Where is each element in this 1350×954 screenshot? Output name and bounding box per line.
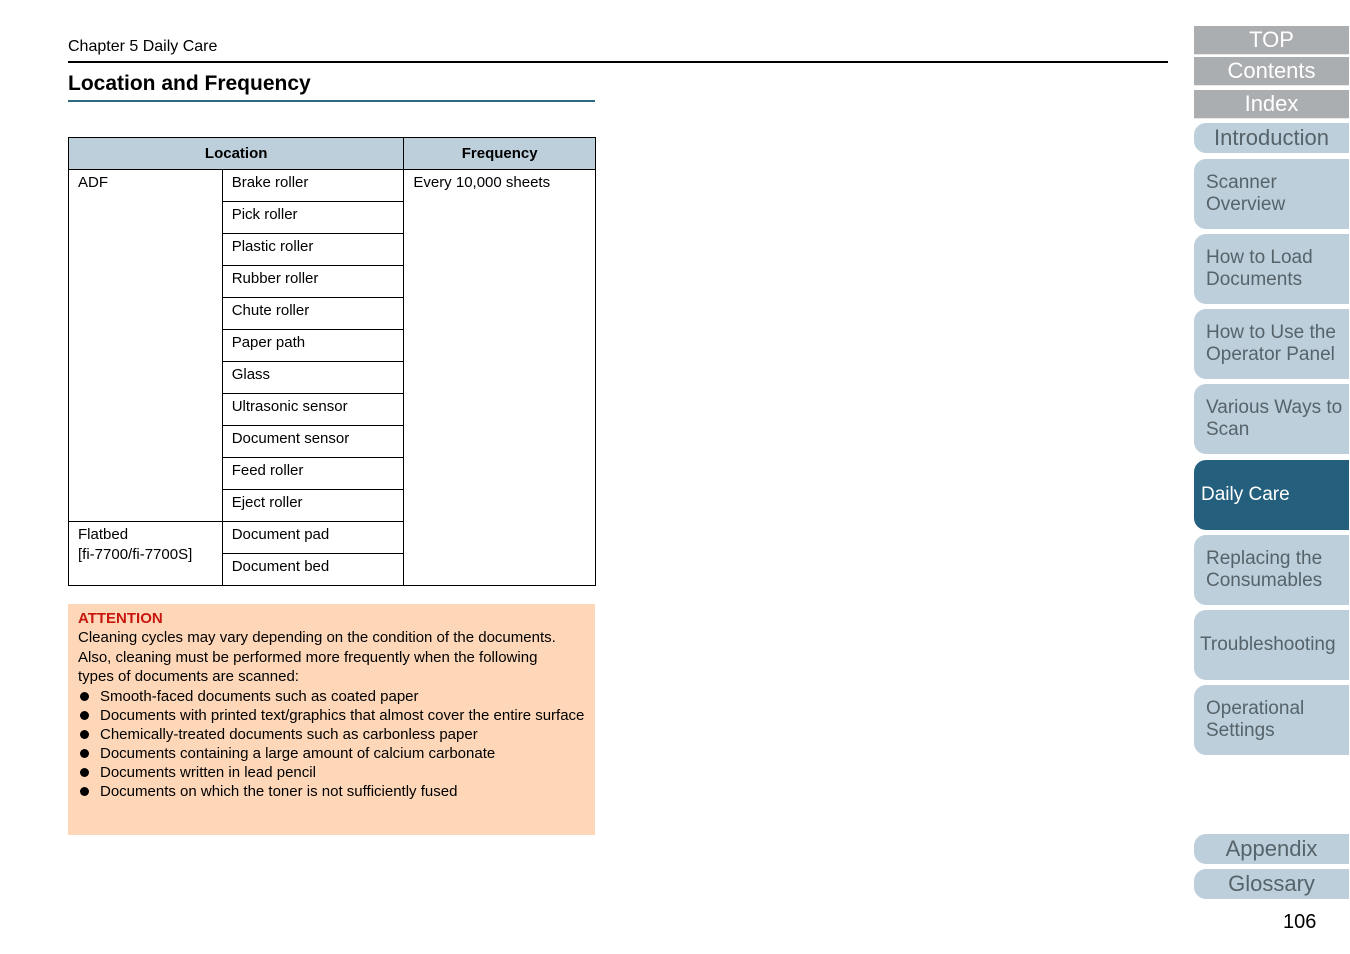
flatbed-models: [fi-7700/fi-7700S]	[78, 546, 193, 563]
list-item	[78, 706, 585, 725]
attention-line: Cleaning cycles may vary depending on the condition of the documents.	[78, 629, 556, 646]
nav-tab-load-documents[interactable]	[1194, 234, 1349, 304]
page-number: 106	[1283, 911, 1317, 933]
nav-tab-introduction[interactable]	[1194, 123, 1349, 153]
nav-tab-label: Overview	[1206, 194, 1286, 215]
table-row	[69, 170, 596, 202]
nav-tab-ways-to-scan[interactable]	[1194, 384, 1349, 454]
frequency-header: Frequency	[404, 138, 596, 170]
table-cell: Document sensor	[222, 426, 404, 458]
bullet-icon	[80, 692, 89, 701]
bullet-icon	[80, 730, 89, 739]
table-cell: Pick roller	[222, 202, 404, 234]
nav-tab-glossary[interactable]	[1194, 869, 1349, 899]
nav-tab-operational-settings[interactable]	[1194, 685, 1349, 755]
nav-tab-label: Settings	[1206, 720, 1275, 741]
nav-tab-appendix[interactable]	[1194, 834, 1349, 864]
table-cell: Document bed	[222, 554, 404, 586]
list-item	[78, 763, 585, 782]
nav-tab-label: Glossary	[1228, 871, 1315, 896]
bullet-icon	[80, 711, 89, 720]
nav-tab-label: Scanner	[1206, 172, 1277, 193]
attention-list	[78, 687, 585, 801]
list-item-text: Documents written in lead pencil	[100, 763, 316, 781]
nav-tab-label: Various Ways to	[1206, 397, 1343, 418]
table-cell: Chute roller	[222, 298, 404, 330]
nav-tab-label: Operator Panel	[1206, 344, 1335, 365]
list-item	[78, 744, 585, 763]
location-header: Location	[69, 138, 404, 170]
attention-box	[68, 604, 595, 835]
table-cell: Paper path	[222, 330, 404, 362]
bullet-icon	[80, 749, 89, 758]
table-cell: Glass	[222, 362, 404, 394]
nav-tab-operator-panel[interactable]	[1194, 309, 1349, 379]
list-item-text: Documents on which the toner is not sufficiently fused	[100, 782, 458, 800]
page-title: Location and Frequency	[68, 72, 311, 95]
nav-tab-label: Appendix	[1225, 836, 1318, 861]
table-header-row	[69, 138, 596, 170]
nav-tab-label: How to Load	[1206, 247, 1313, 268]
bullet-icon	[80, 768, 89, 777]
bullet-icon	[80, 787, 89, 796]
list-item-text: Smooth-faced documents such as coated paper	[100, 687, 419, 705]
list-item	[78, 782, 585, 801]
nav-tab-consumables[interactable]	[1194, 535, 1349, 605]
attention-heading: ATTENTION	[78, 610, 163, 627]
title-underline	[68, 100, 595, 102]
location-adf: ADF	[69, 170, 223, 522]
nav-tab-label: Consumables	[1206, 570, 1323, 591]
flatbed-label: Flatbed	[78, 526, 129, 543]
cleaning-table	[68, 137, 596, 586]
nav-tab-label: Documents	[1206, 269, 1303, 290]
table-cell: Eject roller	[222, 490, 404, 522]
nav-tab-troubleshooting[interactable]	[1194, 610, 1349, 680]
table-cell: Ultrasonic sensor	[222, 394, 404, 426]
table-cell: Brake roller	[222, 170, 404, 202]
nav-tab-label: Scan	[1206, 419, 1250, 440]
list-item	[78, 725, 585, 744]
table-cell: Feed roller	[222, 458, 404, 490]
table-cell: Plastic roller	[222, 234, 404, 266]
list-item-text: Documents with printed text/graphics that almost cover the entire surface	[100, 706, 585, 724]
header-rule	[68, 61, 1168, 63]
nav-index-button[interactable]: Index	[1194, 90, 1349, 119]
frequency-value: Every 10,000 sheets	[404, 170, 596, 586]
attention-line: Also, cleaning must be performed more frequently when the following	[78, 648, 538, 666]
nav-tab-label: Troubleshooting	[1200, 634, 1336, 655]
nav-contents-button[interactable]: Contents	[1194, 57, 1349, 86]
list-item-text: Chemically-treated documents such as carbonless paper	[100, 725, 478, 743]
attention-line: types of documents are scanned:	[78, 668, 299, 685]
nav-tab-daily-care[interactable]	[1194, 460, 1349, 530]
table-cell: Document pad	[222, 522, 404, 554]
nav-tab-label: Operational	[1206, 698, 1305, 719]
chapter-label: Chapter 5 Daily Care	[68, 38, 218, 55]
table-cell: Rubber roller	[222, 266, 404, 298]
nav-tab-label: Replacing the	[1206, 548, 1323, 569]
nav-top-button[interactable]: TOP	[1194, 26, 1349, 55]
nav-tab-scanner-overview[interactable]	[1194, 159, 1349, 229]
list-item	[78, 687, 585, 706]
nav-tab-label: Introduction	[1214, 125, 1329, 150]
list-item-text: Documents containing a large amount of calcium carbonate	[100, 744, 496, 762]
location-flatbed	[69, 522, 223, 586]
nav-tab-label: How to Use the	[1206, 322, 1336, 343]
nav-tab-label: Daily Care	[1201, 484, 1290, 505]
